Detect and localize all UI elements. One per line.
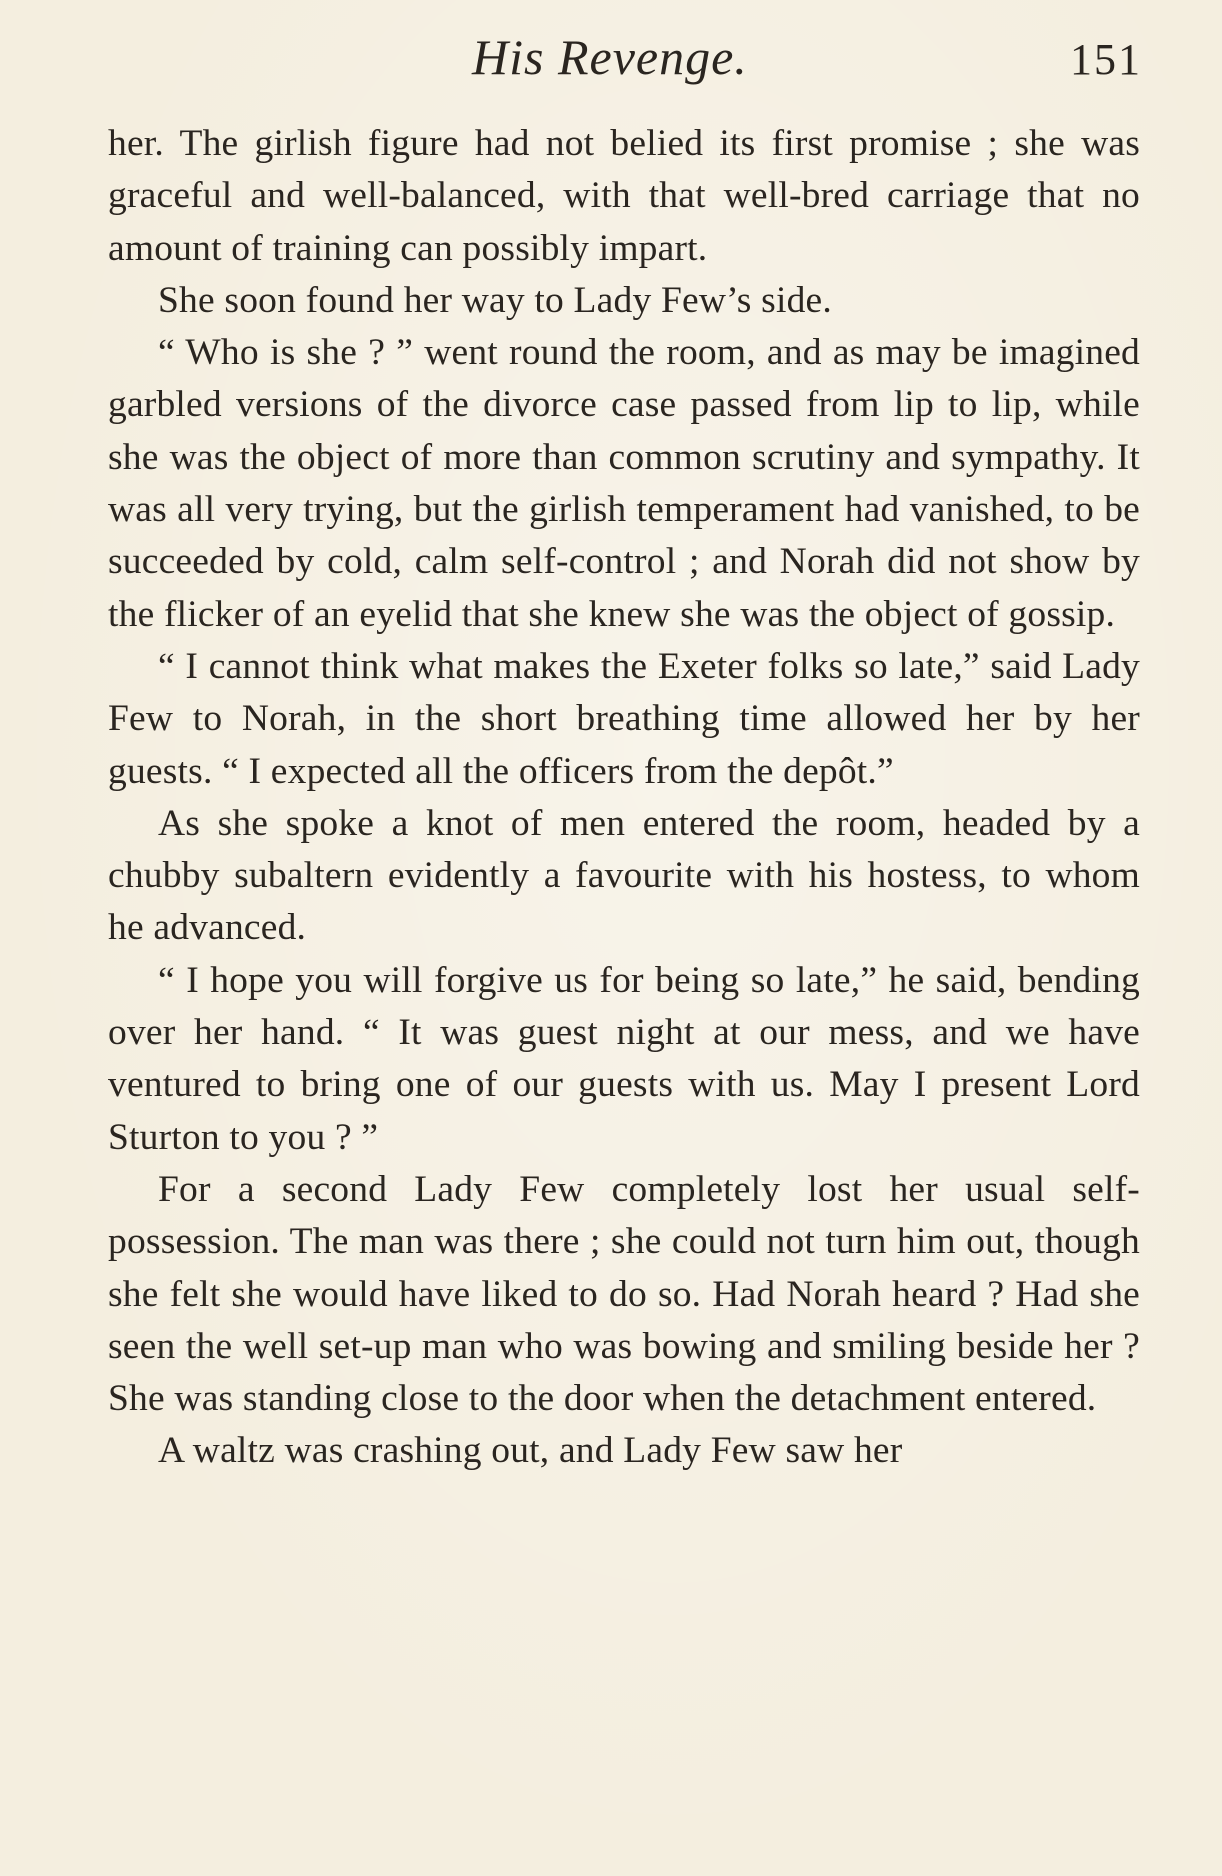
running-title: His Revenge.	[472, 29, 748, 85]
paragraph: She soon found her way to Lady Few’s side.	[158, 279, 832, 321]
running-head	[0, 28, 1222, 98]
paragraph: A waltz was crashing out, and Lady Few saw her	[158, 1430, 903, 1472]
paragraph: For a second Lady Few completely lost her usual self-possession. The man was there ; she could not turn him out, though she felt she would have liked to do so. Had Norah heard ? Had she seen the well set-up man who was bowing and smiling beside her ? She was standing close to the door when the detachment entered.	[108, 1168, 1140, 1420]
paragraph-continuation: her. The girlish figure had not belied its first promise ; she was graceful and well-balanced, with that well-bred carriage that no amount of training can possibly impart.	[108, 123, 1140, 269]
page-number: 151	[1070, 35, 1142, 84]
paragraph: “ Who is she ? ” went round the room, and as may be imagined garbled versions of the divorce case passed from lip to lip, while she was the object of more than common scrutiny and sympathy. It was all very trying, but the girlish temperament had vanished, to be succeeded by cold, calm self-control ; and Norah did not show by the flicker of an eyelid that she knew she was the object of gossip.	[108, 332, 1140, 635]
paragraph: “ I hope you will forgive us for being so late,” he said, bending over her hand. “ It was guest night at our mess, and we have ventured to bring one of our guests with us. May I present Lord Sturton to you ? ”	[108, 959, 1140, 1158]
paragraph: “ I cannot think what makes the Exeter folks so late,” said Lady Few to Norah, in the short breathing time allowed her by her guests. “ I expected all the officers from the depôt.”	[108, 645, 1140, 792]
paragraph: As she spoke a knot of men entered the room, headed by a chubby subaltern evidently a favourite with his hostess, to whom he advanced.	[108, 802, 1140, 949]
body-text	[108, 118, 1140, 1478]
